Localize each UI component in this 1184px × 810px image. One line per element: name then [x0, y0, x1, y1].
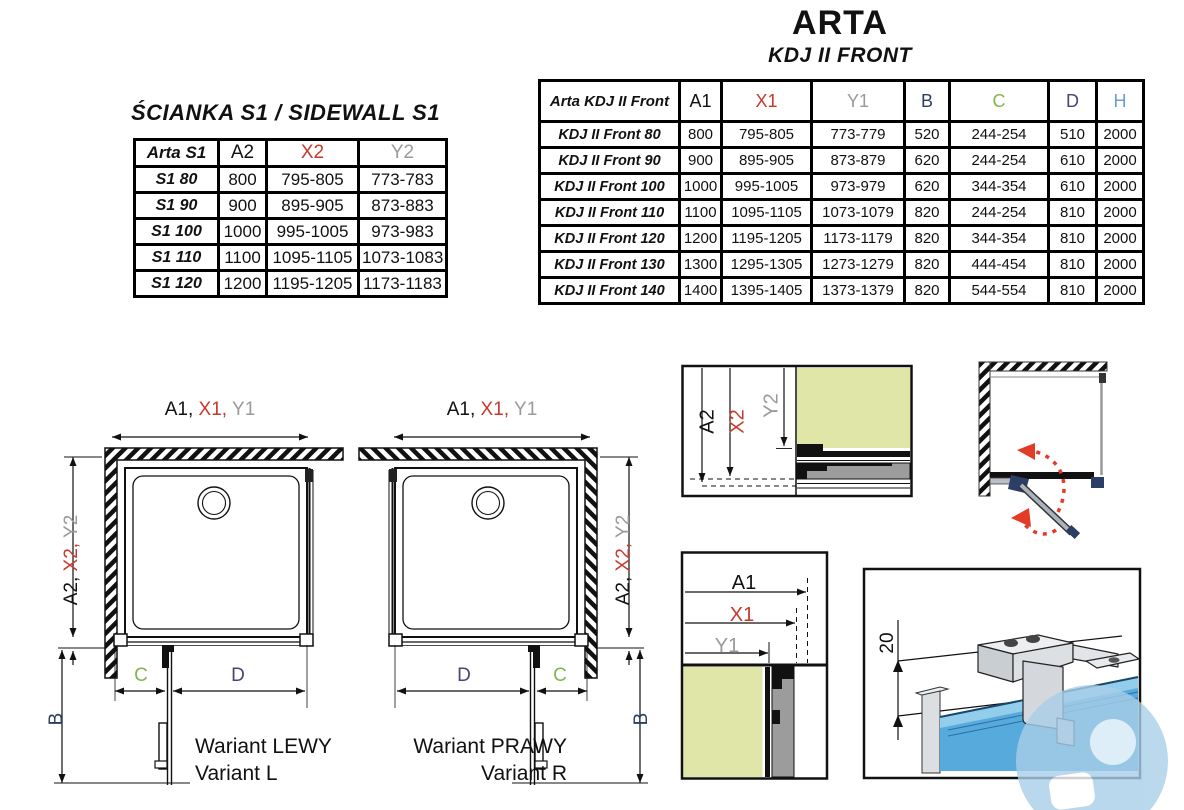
value-cell: 995-1005 — [722, 174, 812, 200]
column-header: A1 — [680, 81, 722, 122]
vertical-section-figure — [680, 360, 914, 500]
value-cell: 1200 — [219, 271, 267, 297]
value-cell: 510 — [1049, 122, 1097, 148]
bracket-detail-figure — [860, 565, 1184, 810]
table-row — [540, 148, 1144, 174]
value-cell: 773-779 — [812, 122, 905, 148]
row-header-cell: KDJ II Front 80 — [540, 122, 680, 148]
glass-section — [797, 368, 910, 448]
value-cell: 1195-1205 — [722, 226, 812, 252]
value-cell: 895-905 — [722, 148, 812, 174]
column-header: B — [905, 81, 950, 122]
value-cell: 2000 — [1097, 278, 1144, 304]
value-cell: 1395-1405 — [722, 278, 812, 304]
value-cell: 1095-1105 — [267, 245, 359, 271]
value-cell: 1200 — [680, 226, 722, 252]
value-cell: 1073-1079 — [812, 200, 905, 226]
table-row — [540, 278, 1144, 304]
dimension-label-c: C — [553, 665, 567, 686]
row-header-cell: S1 90 — [135, 193, 219, 219]
column-header: Y1 — [812, 81, 905, 122]
dimension-label-d: D — [231, 665, 245, 686]
dimension-label-top: A1, X1, Y1 — [164, 399, 256, 420]
value-cell: 610 — [1049, 174, 1097, 200]
table-row — [540, 174, 1144, 200]
value-cell: 773-783 — [359, 167, 447, 193]
row-header-cell: S1 100 — [135, 219, 219, 245]
column-header: X2 — [267, 140, 359, 167]
value-cell: 810 — [1049, 200, 1097, 226]
value-cell: 1100 — [219, 245, 267, 271]
value-cell: 620 — [905, 148, 950, 174]
value-cell: 344-354 — [950, 226, 1049, 252]
value-cell: 2000 — [1097, 148, 1144, 174]
section-label-a1: A1 — [731, 572, 757, 594]
table-row — [135, 167, 447, 193]
value-cell: 810 — [1049, 226, 1097, 252]
wall-profile — [922, 691, 940, 773]
row-header-cell: KDJ II Front 140 — [540, 278, 680, 304]
value-cell: 810 — [1049, 278, 1097, 304]
glass-section — [684, 667, 763, 777]
value-cell: 895-905 — [267, 193, 359, 219]
row-header-cell: KDJ II Front 130 — [540, 252, 680, 278]
header-row — [135, 140, 447, 167]
page-title: ARTA — [792, 4, 888, 42]
table-row — [540, 122, 1144, 148]
door-swing-figure — [955, 348, 1155, 568]
value-cell: 620 — [905, 174, 950, 200]
dimension-label-d: D — [457, 665, 471, 686]
screw-icon — [1004, 639, 1018, 647]
value-cell: 1400 — [680, 278, 722, 304]
value-cell: 2000 — [1097, 174, 1144, 200]
section-label-y2: Y2 — [760, 393, 783, 418]
value-cell: 544-554 — [950, 278, 1049, 304]
table-row — [135, 193, 447, 219]
section-label-x2: X2 — [726, 409, 749, 434]
wall-hatch — [983, 362, 1107, 371]
value-cell: 795-805 — [722, 122, 812, 148]
value-cell: 1195-1205 — [267, 271, 359, 297]
value-cell: 973-983 — [359, 219, 447, 245]
column-header: X1 — [722, 81, 812, 122]
column-header: D — [1049, 81, 1097, 122]
value-cell: 810 — [1049, 252, 1097, 278]
dimension-label-side: A2, X2, Y2 — [61, 514, 82, 606]
dimension-label-c: C — [134, 665, 148, 686]
row-header-cell: KDJ II Front 100 — [540, 174, 680, 200]
row-header-cell: KDJ II Front 110 — [540, 200, 680, 226]
table-row — [135, 245, 447, 271]
value-cell: 820 — [905, 252, 950, 278]
value-cell: 820 — [905, 226, 950, 252]
value-cell: 820 — [905, 278, 950, 304]
value-cell: 1273-1279 — [812, 252, 905, 278]
value-cell: 1295-1305 — [722, 252, 812, 278]
table-row — [540, 226, 1144, 252]
horizontal-section-figure — [680, 550, 830, 782]
value-cell: 1100 — [680, 200, 722, 226]
value-cell: 344-354 — [950, 174, 1049, 200]
column-header: Y2 — [359, 140, 447, 167]
bracket-detail-drawing — [860, 565, 1184, 810]
shower-tray — [125, 468, 307, 637]
table-row — [540, 200, 1144, 226]
row-header-cell: S1 80 — [135, 167, 219, 193]
table-row — [540, 252, 1144, 278]
bracket-dimension-label: 20 — [877, 632, 898, 654]
value-cell: 1000 — [680, 174, 722, 200]
value-cell: 610 — [1049, 148, 1097, 174]
value-cell: 800 — [680, 122, 722, 148]
row-header-cell: S1 120 — [135, 271, 219, 297]
dimension-label-b: B — [631, 712, 652, 726]
section-label-y1: Y1 — [714, 635, 740, 657]
variant-right-caption: Wariant PRAWY Variant R — [413, 735, 567, 785]
value-cell: 2000 — [1097, 122, 1144, 148]
value-cell: 1000 — [219, 219, 267, 245]
table-row — [135, 271, 447, 297]
variant-left-figure — [46, 393, 350, 810]
column-header: Arta S1 — [135, 140, 219, 167]
sidewall-table-title: ŚCIANKA S1 / SIDEWALL S1 — [131, 100, 441, 125]
value-cell: 2000 — [1097, 200, 1144, 226]
header-row — [540, 81, 1144, 122]
value-cell: 244-254 — [950, 122, 1049, 148]
value-cell: 1373-1379 — [812, 278, 905, 304]
value-cell: 900 — [219, 193, 267, 219]
value-cell: 444-454 — [950, 252, 1049, 278]
row-header-cell: S1 110 — [135, 245, 219, 271]
value-cell: 800 — [219, 167, 267, 193]
value-cell: 900 — [680, 148, 722, 174]
column-header: H — [1097, 81, 1144, 122]
dimension-label-b: B — [46, 712, 67, 726]
dimension-label-top: A1, X1, Y1 — [446, 399, 538, 420]
value-cell: 1073-1083 — [359, 245, 447, 271]
value-cell: 244-254 — [950, 200, 1049, 226]
table-row — [135, 219, 447, 245]
door-swing-drawing — [955, 348, 1155, 568]
column-header: A2 — [219, 140, 267, 167]
variant-left-caption: Wariant LEWY Variant L — [195, 735, 332, 785]
value-cell: 873-879 — [812, 148, 905, 174]
value-cell: 1300 — [680, 252, 722, 278]
column-header: Arta KDJ II Front — [540, 81, 680, 122]
section-label-a2: A2 — [696, 409, 719, 434]
column-header: C — [950, 81, 1049, 122]
value-cell: 795-805 — [267, 167, 359, 193]
section-label-x1: X1 — [729, 604, 755, 626]
front-size-table — [538, 79, 1145, 305]
screw-icon — [1026, 635, 1040, 643]
page-subtitle: KDJ II FRONT — [768, 44, 912, 67]
dimension-label-side: A2, X2, Y2 — [613, 514, 634, 606]
variant-right-figure — [352, 393, 652, 810]
value-cell: 2000 — [1097, 226, 1144, 252]
value-cell: 1095-1105 — [722, 200, 812, 226]
value-cell: 244-254 — [950, 148, 1049, 174]
value-cell: 520 — [905, 122, 950, 148]
value-cell: 1173-1183 — [359, 271, 447, 297]
row-header-cell: KDJ II Front 90 — [540, 148, 680, 174]
value-cell: 995-1005 — [267, 219, 359, 245]
value-cell: 2000 — [1097, 252, 1144, 278]
value-cell: 1173-1179 — [812, 226, 905, 252]
sidewall-size-table — [133, 138, 448, 298]
row-header-cell: KDJ II Front 120 — [540, 226, 680, 252]
value-cell: 973-979 — [812, 174, 905, 200]
value-cell: 873-883 — [359, 193, 447, 219]
value-cell: 820 — [905, 200, 950, 226]
